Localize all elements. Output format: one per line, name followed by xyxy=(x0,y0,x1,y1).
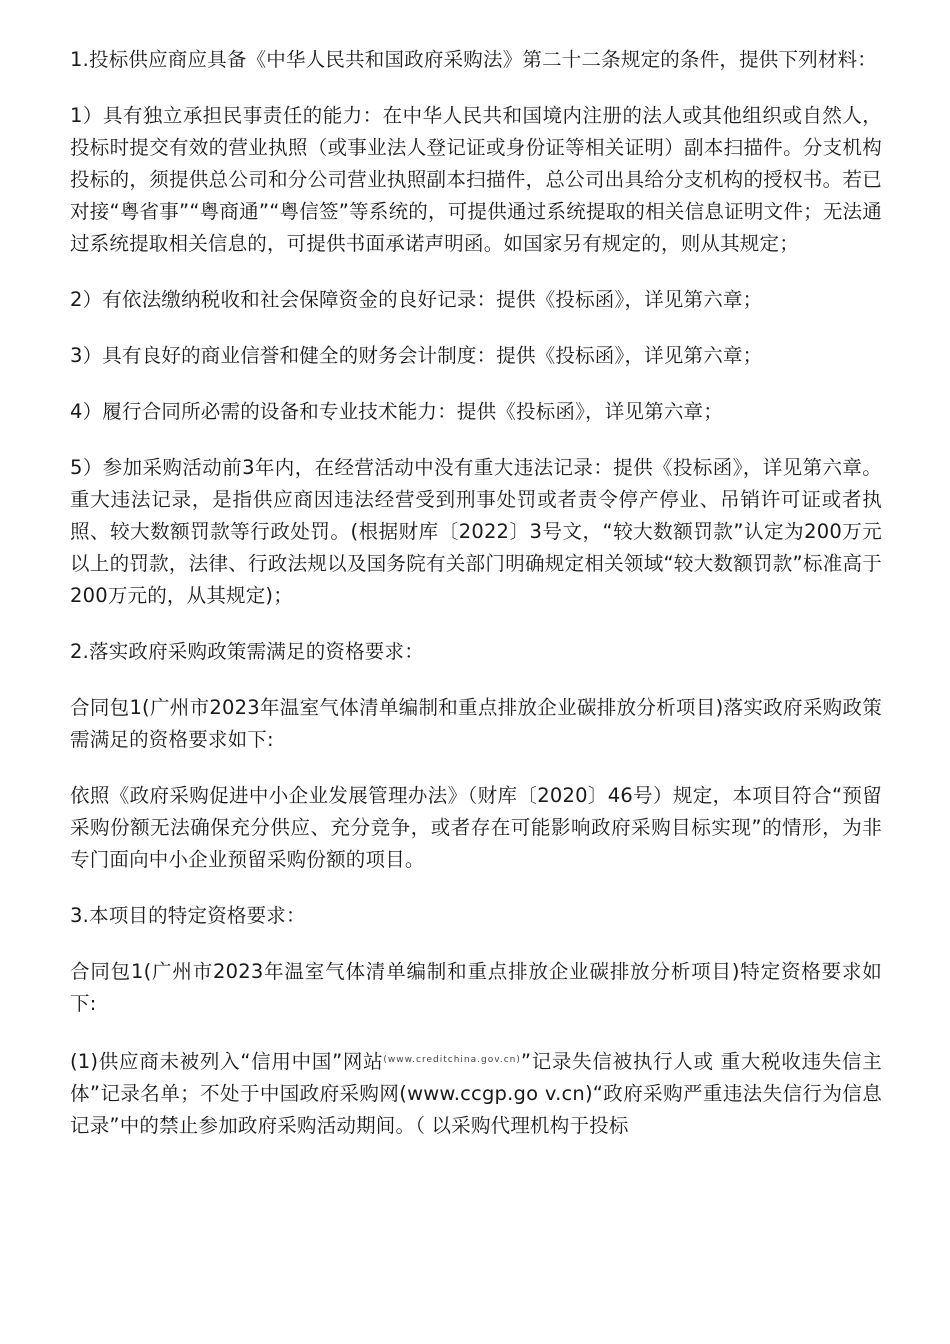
paragraph-1: 1.投标供应商应具备《中华人民共和国政府采购法》第二十二条规定的条件，提供下列材料： xyxy=(70,48,878,71)
paragraph-2: 1）具有独立承担民事责任的能力：在中华人民共和国境内注册的法人或其他组织或自然人，投标时提交有效的营业执照（或事业法人登记证或身份证等相关证明）副本扫描件。分支机构投标的，须提供总公司和分公司营业执照副本扫描件，总公司出具给分支机构的授权书。若已对接“粤省事”“粤商通”“粤信签”等系统的，可提供通过系统提取的相关信息证明文件；无法通过系统提取相关信息的，可提供书面承诺声明函。如国家另有规定的，则从其规定； xyxy=(70,104,882,255)
paragraph-10: 3.本项目的特定资格要求： xyxy=(70,904,306,927)
paragraph-12-part1: (1)供应商未被列入“信用中国”网站 xyxy=(70,1050,384,1073)
paragraph-11: 合同包1(广州市2023年温室气体清单编制和重点排放企业碳排放分析项目)特定资格要求如下: xyxy=(70,960,882,1015)
paragraph-12-part2: ”记录失信被执行人或 重大税收违失信主体”记录名单；不处于中国政府采购网(www.ccgp.go v.cn)“政府采购严重违法失信行为信息记录”中的禁止参加政府采购活动期间。（ 以采购代理机构于投标 xyxy=(70,1050,882,1137)
paragraph-3: 2）有依法缴纳税收和社会保障资金的良好记录：提供《投标函》，详见第六章； xyxy=(70,288,763,311)
paragraph-5: 4）履行合同所必需的设备和专业技术能力：提供《投标函》，详见第六章； xyxy=(70,400,723,423)
paragraph-8: 合同包1(广州市2023年温室气体清单编制和重点排放企业碳排放分析项目)落实政府采购政策需满足的资格要求如下: xyxy=(70,696,882,751)
paragraph-4: 3）具有良好的商业信誉和健全的财务会计制度：提供《投标函》，详见第六章； xyxy=(70,344,763,367)
paragraph-6: 5）参加采购活动前3年内，在经营活动中没有重大违法记录：提供《投标函》，详见第六章。重大违法记录，是指供应商因违法经营受到刑事处罚或者责令停产停业、吊销许可证或者执照、较大数额罚款等行政处罚。(根据财库〔2022〕3号文，“较大数额罚款”认定为200万元以上的罚款，法律、行政法规以及国务院有关部门明确规定相关领域“较大数额罚款”标准高于200万元的，从其规定)； xyxy=(70,456,882,607)
paragraph-12 xyxy=(70,1044,882,1142)
paragraph-7: 2.落实政府采购政策需满足的资格要求： xyxy=(70,640,424,663)
paragraph-9: 依照《政府采购促进中小企业发展管理办法》（财库〔2020〕46号）规定，本项目符合“预留采购份额无法确保充分供应、充分竞争，或者存在可能影响政府采购目标实现”的情形，为非专门面向中小企业预留采购份额的项目。 xyxy=(70,784,882,871)
document-body xyxy=(70,44,882,1166)
paragraph-12-tiny-url: (www.creditchina.gov.cn) xyxy=(383,1055,521,1065)
